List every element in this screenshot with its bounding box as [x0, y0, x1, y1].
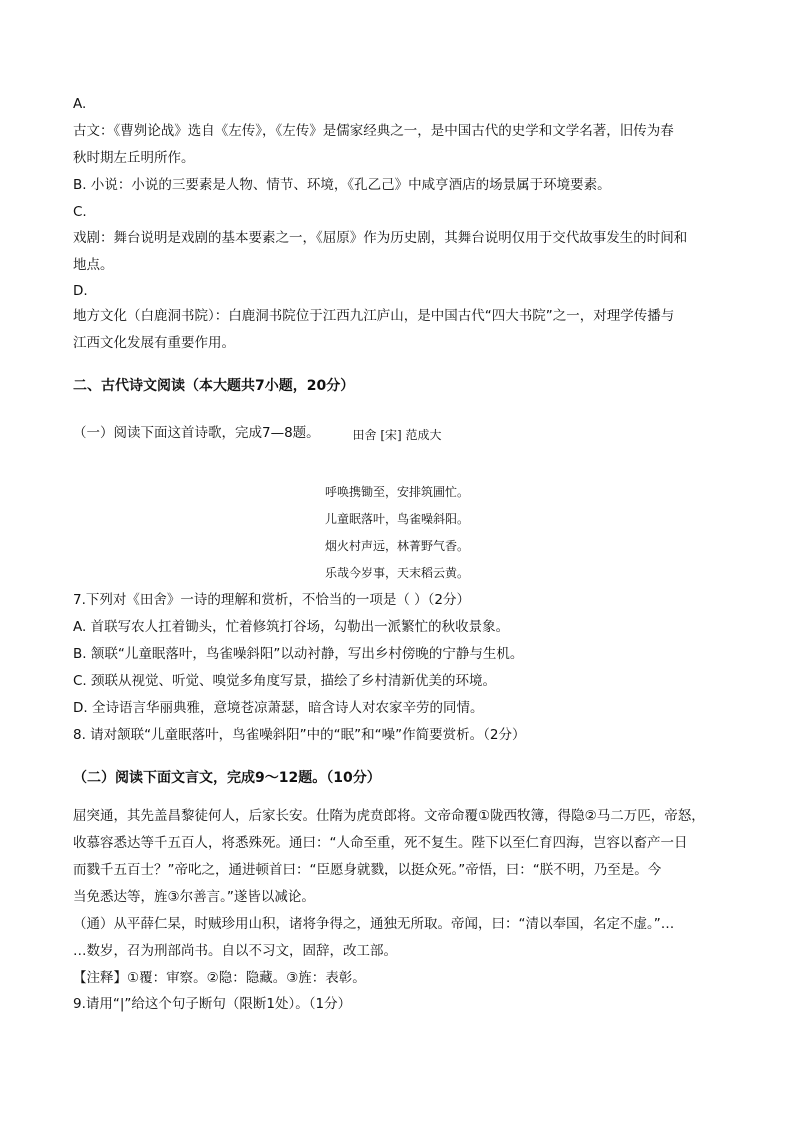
passage-line-1: 屈突通，其先盖昌黎徒何人，后家长安。仕隋为虎贲郎将。文帝命覆①陇西牧簿，得隐②马二万匹，帝怒，: [73, 808, 705, 824]
question-7-option-c: C. 颈联从视觉、听觉、嗅觉多角度写景，描绘了乡村清新优美的环境。: [73, 673, 497, 689]
question-9: 9.请用“|”给这个句子断句（限断1处）。（1分）: [73, 996, 352, 1012]
option-c-label: C.: [73, 204, 87, 220]
option-a-text-line1: 古文：《曹刿论战》选自《左传》，《左传》是儒家经典之一，是中国古代的史学和文学名著，旧传为春: [73, 123, 674, 139]
poem-line-4: 乐哉今岁事，天末稻云黄。: [324, 566, 469, 580]
option-c-text-line1: 戏剧：舞台说明是戏剧的基本要素之一，《屈原》作为历史剧，其舞台说明仅用于交代故事发生的时间和: [73, 230, 688, 246]
option-b-text: B. 小说：小说的三要素是人物、情节、环境，《孔乙己》中咸亨酒店的场景属于环境要素。: [73, 177, 611, 193]
poem-line-1: 呼唤携锄至，安排筑圃忙。: [324, 485, 469, 499]
option-a-label: A.: [73, 96, 87, 112]
annotation-notes: 【注释】①覆：审察。②隐：隐藏。③旌：表彰。: [73, 970, 366, 986]
section-heading: 二、古代诗文阅读（本大题共7小题，20分）: [73, 378, 355, 394]
option-d-label: D.: [73, 283, 88, 299]
passage-line-6: …数岁，召为刑部尚书。自以不习文，固辞，改工部。: [73, 943, 397, 959]
option-a-text-line2: 秋时期左丘明所作。: [73, 150, 195, 166]
question-7-option-b: B. 颔联“儿童眠落叶，鸟雀噪斜阳”以动衬静，写出乡村傍晚的宁静与生机。: [73, 646, 524, 662]
passage-line-3: 而戮千五百士？”帝叱之，通进顿首曰：“臣愿身就戮，以挺众死。”帝悟，曰：“朕不明，乃至是。今: [73, 862, 662, 878]
question-7-option-d: D. 全诗语言华丽典雅，意境苍凉萧瑟，暗含诗人对农家辛劳的同情。: [73, 700, 484, 716]
part2-heading: （二）阅读下面文言文，完成9～12题。（10分）: [73, 770, 381, 786]
poem-title: 田舍 [宋] 范成大: [352, 428, 442, 442]
option-d-text-line1: 地方文化（白鹿洞书院）：白鹿洞书院位于江西九江庐山，是中国古代“四大书院”之一，对理学传播与: [73, 308, 675, 324]
option-d-text-line2: 江西文化发展有重要作用。: [73, 335, 235, 351]
question-7: 7.下列对《田舍》一诗的理解和赏析，不恰当的一项是（ ）（2分）: [73, 592, 471, 608]
question-8: 8. 请对颔联“儿童眠落叶，鸟雀噪斜阳”中的“眠”和“噪”作简要赏析。（2分）: [73, 727, 526, 743]
part1-intro: （一）阅读下面这首诗歌，完成7—8题。: [73, 425, 320, 441]
passage-line-5: （通）从平薛仁杲，时贼珍用山积，诸将争得之，通独无所取。帝闻，曰：“清以奉国，名定不虚。”…: [73, 916, 675, 932]
passage-line-4: 当免悉达等，旌③尔善言。”遂皆以减论。: [73, 889, 315, 905]
poem-line-3: 烟火村声远，林菁野气香。: [324, 539, 469, 553]
question-7-option-a: A. 首联写农人扛着锄头，忙着修筑打谷场，勾勒出一派繁忙的秋收景象。: [73, 619, 510, 635]
option-c-text-line2: 地点。: [73, 257, 114, 273]
poem-line-2: 儿童眠落叶，鸟雀噪斜阳。: [324, 512, 469, 526]
passage-line-2: 收慕容悉达等千五百人，将悉殊死。通曰：“人命至重，死不复生。陛下以至仁育四海，岂容以畜产一日: [73, 835, 688, 851]
